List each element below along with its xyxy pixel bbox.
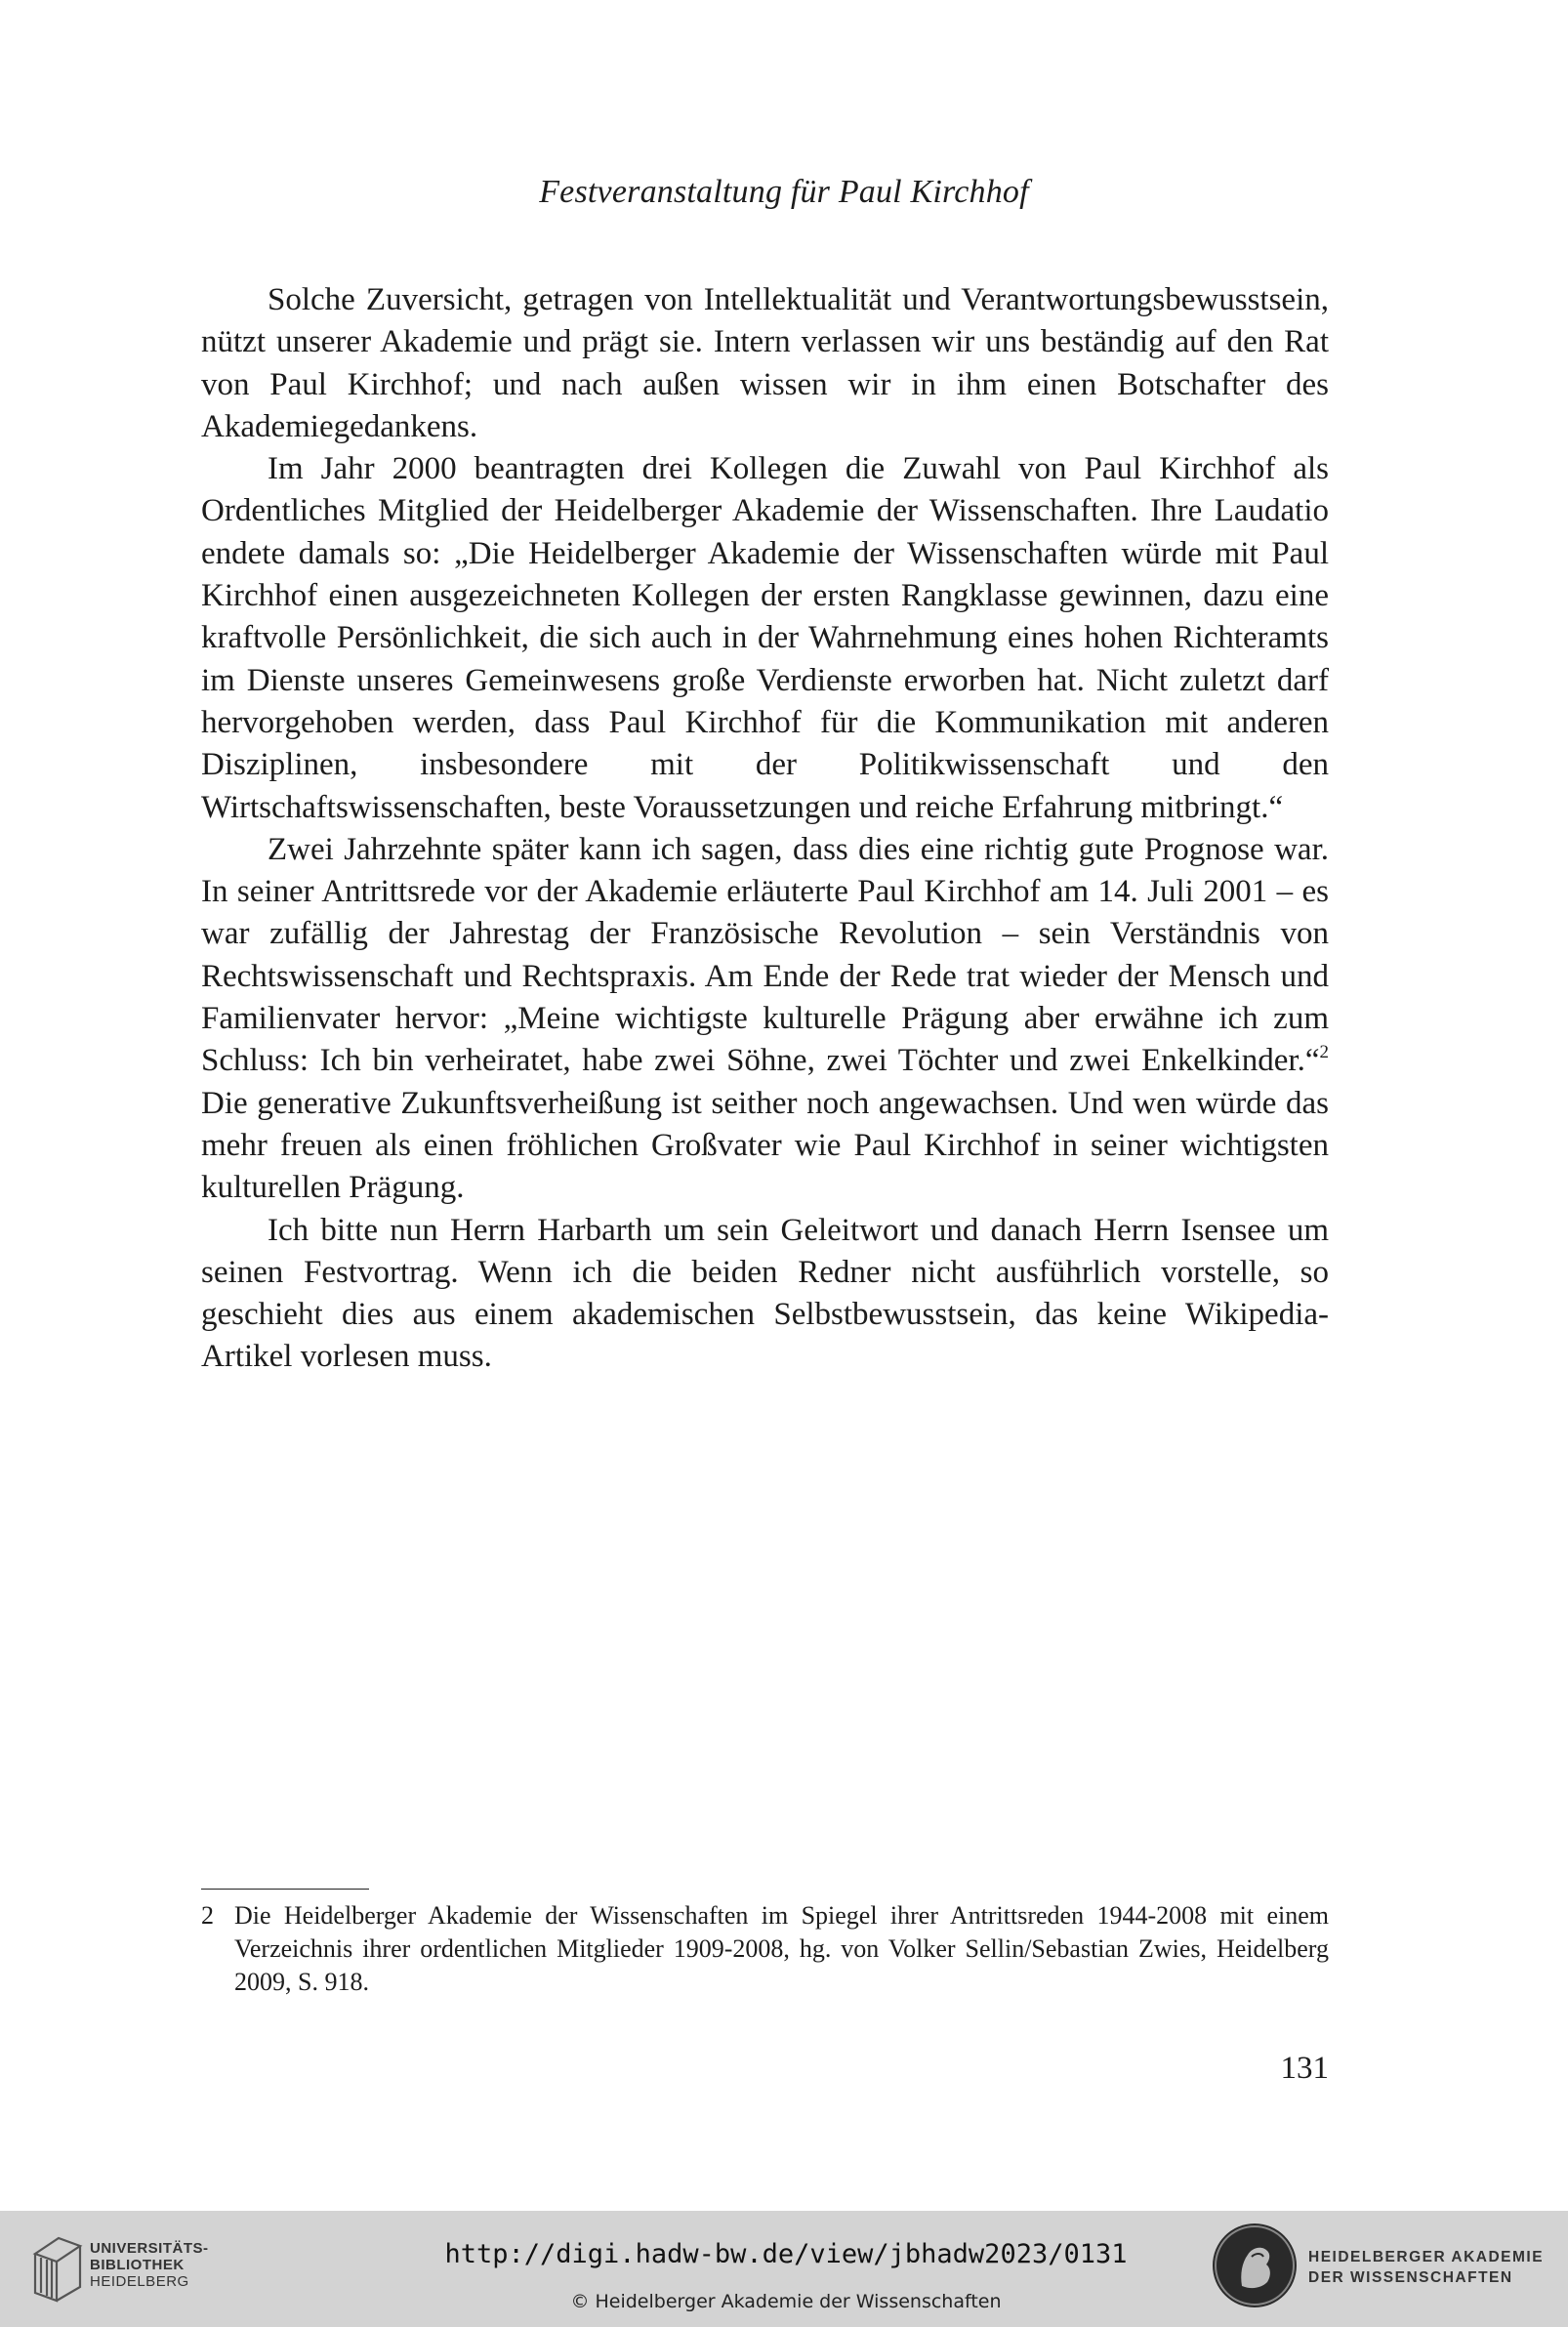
library-books-icon[interactable] [29, 2232, 86, 2303]
footnote-text: Die Heidelberger Akademie der Wissenschaften im Spiegel ihrer Antrittsreden 1944-2008 mit einem Verzeichnis ihrer ordentlichen Mitglieder 1909-2008, hg. von Volker Sellin/Sebastian Zwies, Heidelberg 2009, S. 918. [234, 1901, 1329, 1996]
paragraph-3-after: Die generative Zukunftsverheißung ist seither noch angewachsen. Und wen würde das mehr freuen als einen fröhlichen Großvater wie Paul Kirchhof in seiner wichtigsten kulturellen Prägung. [201, 1085, 1329, 1206]
paragraph-4: Ich bitte nun Herrn Harbarth um sein Geleitwort und danach Herrn Isensee um seinen Festvortrag. Wenn ich die beiden Redner nicht ausführlich vorstelle, so geschieht dies aus einem akademischen Selbstbewusstsein, das keine Wikipedia-Artikel vorlesen muss. [201, 1212, 1329, 1375]
paragraph-1: Solche Zuversicht, getragen von Intellektualität und Verantwortungsbewusstsein, nützt unserer Akademie und prägt sie. Intern verlassen wir uns beständig auf den Rat von Paul Kirchhof; und nach außen wissen wir in ihm einen Botschafter des Akademiegedankens. [201, 282, 1329, 444]
library-logo-line-2: BIBLIOTHEK [90, 2257, 185, 2273]
academy-logo-text [1308, 2247, 1544, 2288]
document-url[interactable]: http://digi.hadw-bw.de/view/jbhadw2023/0131 [444, 2239, 1128, 2269]
footnote-rule [201, 1889, 369, 1890]
library-logo-line-3: HEIDELBERG [90, 2273, 189, 2290]
academy-seal-icon[interactable] [1213, 2223, 1297, 2307]
copyright-notice: © Heidelberger Akademie der Wissenschaften [570, 2291, 1002, 2312]
paragraph-2: Im Jahr 2000 beantragten drei Kollegen die Zuwahl von Paul Kirchhof als Ordentliches Mitglied der Heidelberger Akademie der Wissenschaften. Ihre Laudatio endete damals so: „Die Heidelberger Akademie der Wissenschaften würde mit Paul Kirchhof einen ausgezeichneten Kollegen der ersten Rangklasse gewinnen, dazu eine kraftvolle Persönlichkeit, die sich auch in der Wahrnehmung eines hohen Richteramts im Dienste unseres Gemeinwesens große Verdienste erworben hat. Nicht zuletzt darf hervorgehoben werden, dass Paul Kirchhof für die Kommunikation mit anderen Disziplinen, insbesondere mit der Politikwissenschaft und den Wirtschaftswissenschaften, beste Voraussetzungen und reiche Erfahrung mitbringt.“ [201, 451, 1329, 825]
library-logo-text [90, 2240, 209, 2290]
footnote-marker[interactable]: 2 [1319, 1042, 1329, 1063]
academy-logo-line-1: HEIDELBERGER AKADEMIE [1308, 2249, 1545, 2265]
footnote [201, 1899, 1329, 1999]
footnote-number: 2 [201, 1901, 214, 1930]
paragraph-3 [201, 829, 1329, 1210]
paragraph-3-before: Zwei Jahrzehnte später kann ich sagen, dass dies eine richtig gute Prognose war. In seiner Antrittsrede vor der Akademie erläuterte Paul Kirchhof am 14. Juli 2001 – es war zufällig der Jahrestag der Französische Revolution – sein Verständnis von Rechtswissenschaft und Rechtspraxis. Am Ende der Rede trat wieder der Mensch und Familienvater hervor: „Meine wichtigste kulturelle Prägung aber erwähne ich zum Schluss: Ich bin verheiratet, habe zwei Söhne, zwei Töchter und zwei Enkelkinder.“ [201, 831, 1329, 1079]
body-text [201, 279, 1329, 1379]
running-head: Festveranstaltung für Paul Kirchhof [539, 174, 1029, 210]
library-logo-line-1: UNIVERSITÄTS- [90, 2240, 209, 2257]
page-number: 131 [1280, 2051, 1329, 2086]
academy-logo-line-2: DER WISSENSCHAFTEN [1308, 2269, 1513, 2286]
